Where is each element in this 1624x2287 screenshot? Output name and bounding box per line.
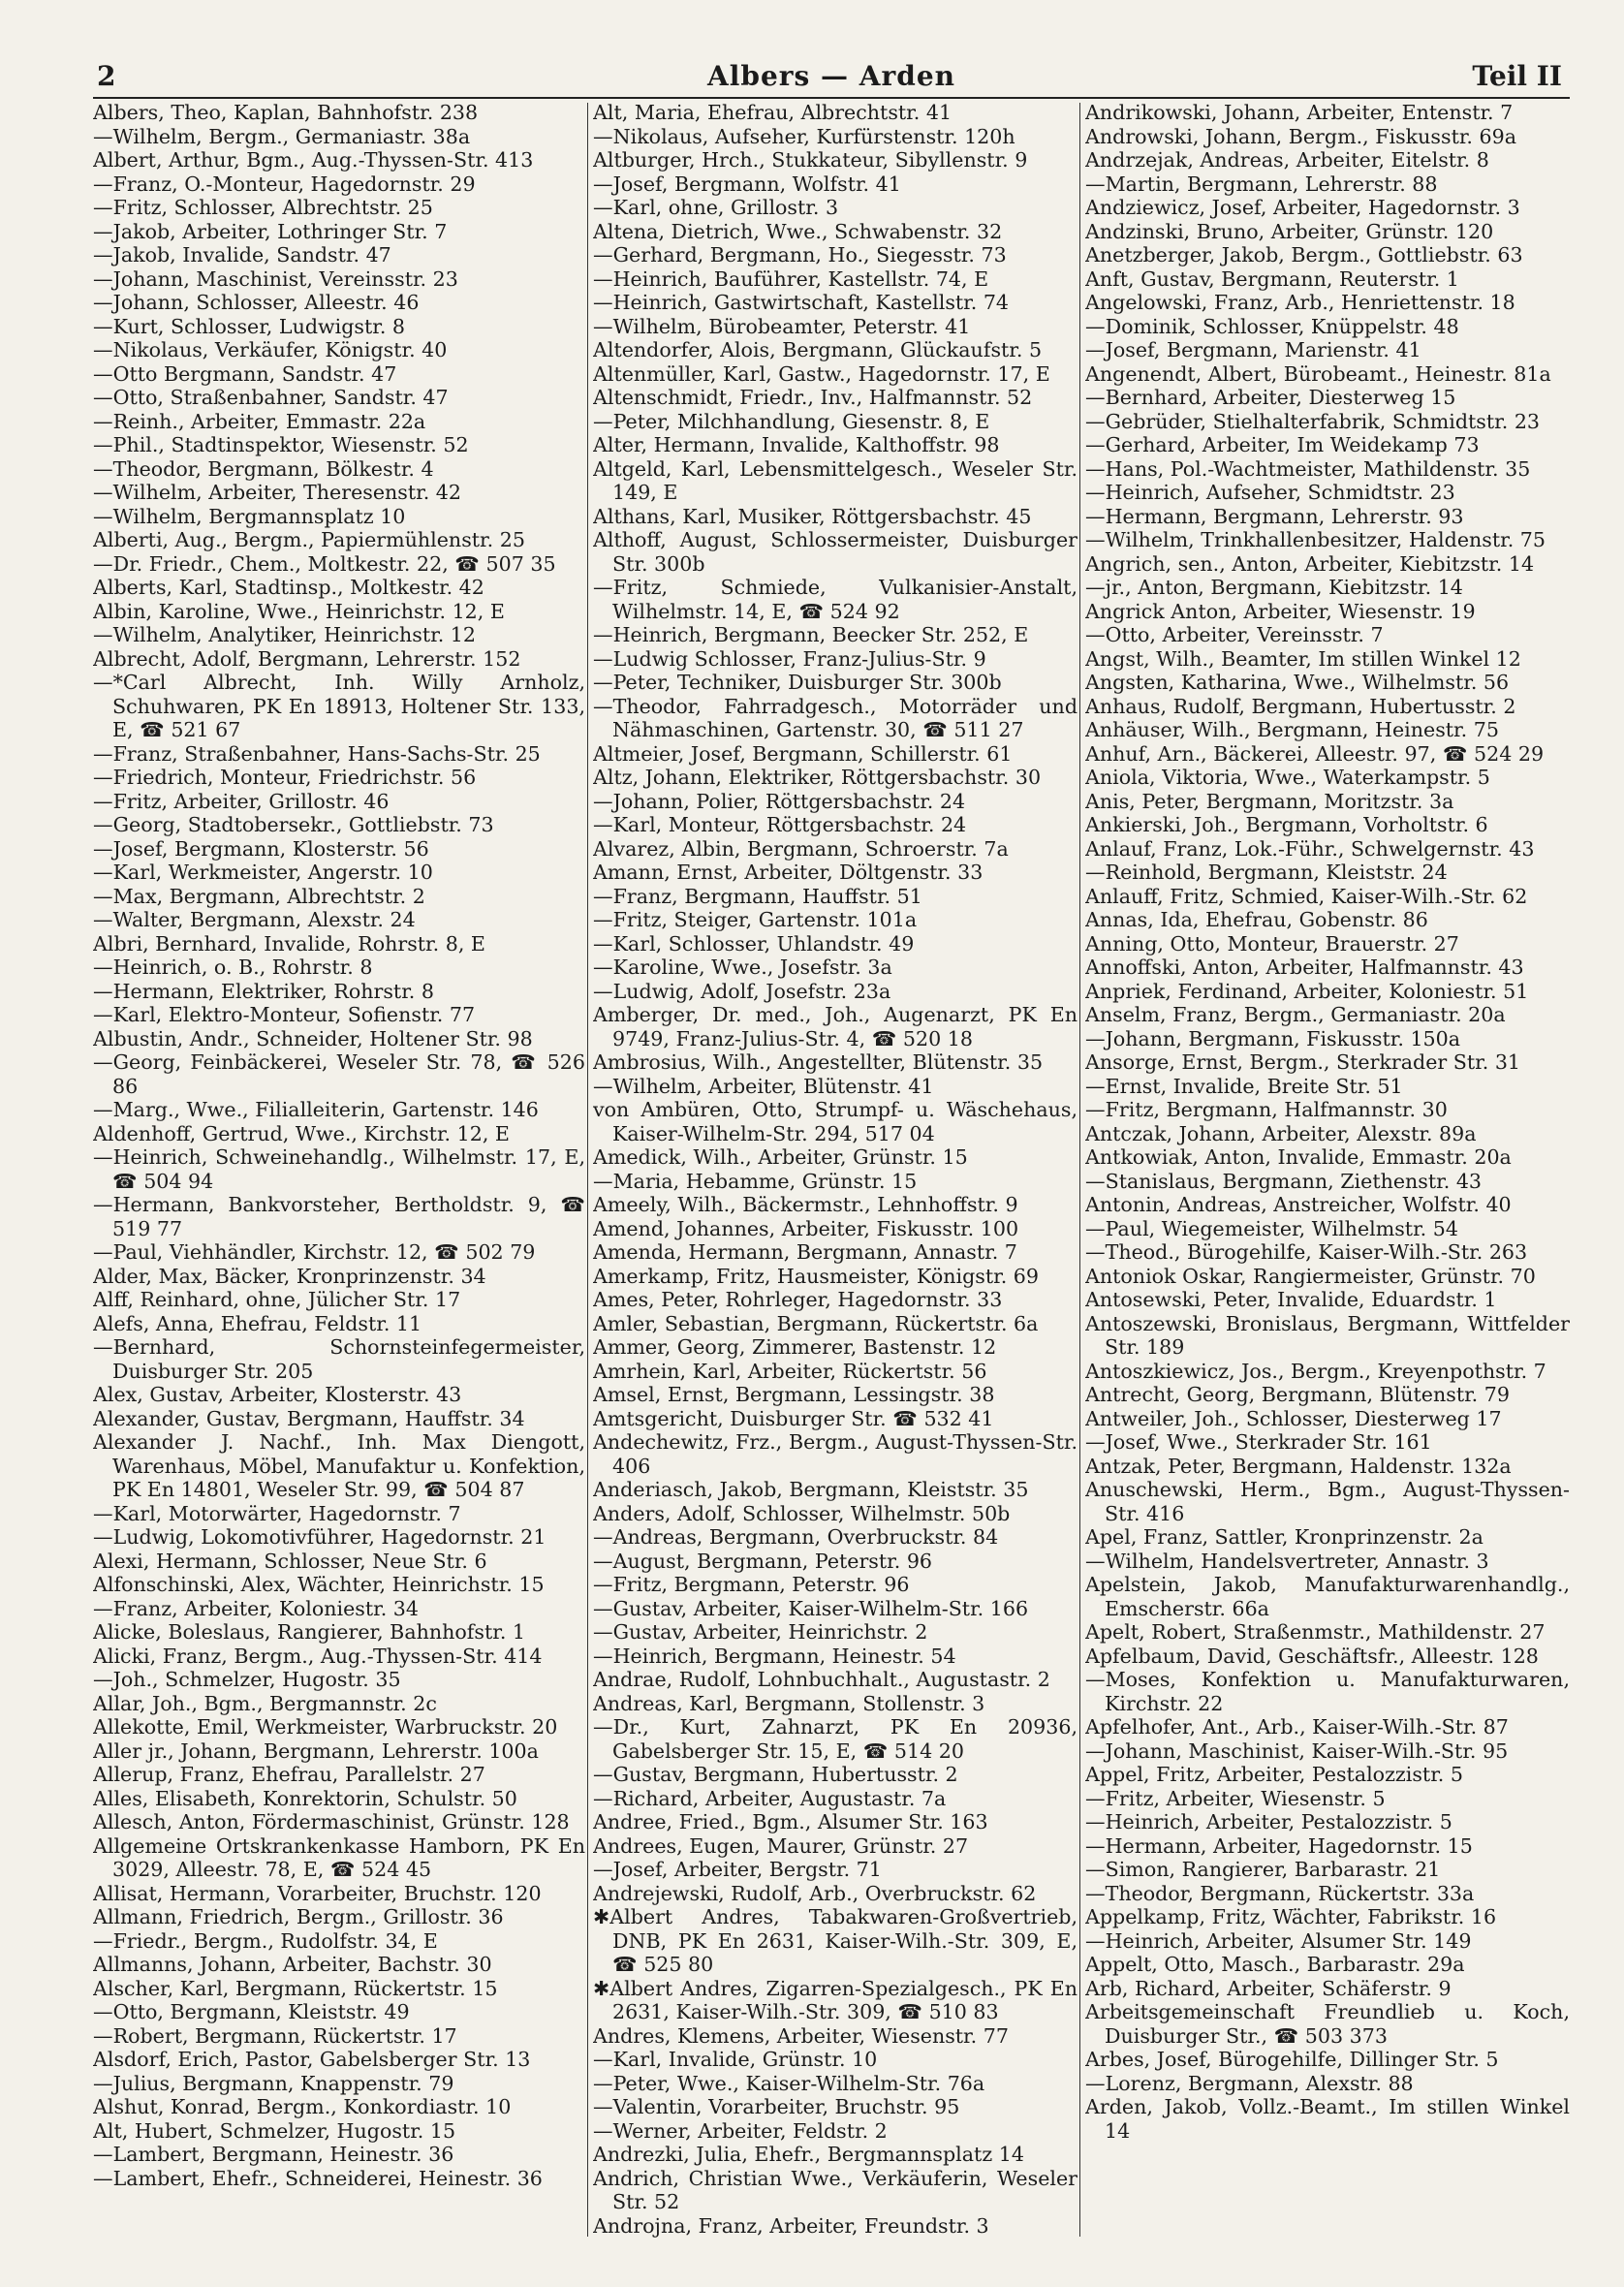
directory-entry: —Marg., Wwe., Filialleiterin, Gartenstr. 146 [93,1098,539,1121]
directory-entry: Amrhein, Karl, Arbeiter, Rückertstr. 56 [593,1359,987,1383]
directory-entry: Anlauff, Fritz, Schmied, Kaiser-Wilh.-Str. 62 [1085,884,1528,908]
directory-entry: —Moses, Konfektion u. Manufakturwaren, Kirchstr. 22 [1085,1668,1570,1715]
directory-columns [93,101,1570,2242]
directory-entry: Andrees, Eugen, Maurer, Grünstr. 27 [593,1833,969,1858]
directory-entry: —Dr. Friedr., Chem., Moltkestr. 22, ☎ 507 35 [93,551,556,576]
directory-entry: —Heinrich, Bauführer, Kastellstr. 74, E [593,266,989,291]
directory-entry: —Gustav, Arbeiter, Heinrichstr. 2 [593,1620,928,1644]
directory-entry: —Franz, Arbeiter, Koloniestr. 34 [93,1596,419,1620]
directory-entry: —Paul, Wiegemeister, Wilhelmstr. 54 [1085,1216,1458,1240]
directory-entry: Apelt, Robert, Straßenmstr., Mathildenstr. 27 [1085,1620,1546,1644]
directory-entry: Alles, Elisabeth, Konrektorin, Schulstr. 50 [93,1786,517,1810]
directory-entry: Arb, Richard, Arbeiter, Schäferstr. 9 [1085,1976,1452,2000]
directory-entry: Andres, Klemens, Arbeiter, Wiesenstr. 77 [593,2023,1009,2048]
directory-entry: Albers, Theo, Kaplan, Bahnhofstr. 238 [93,101,479,124]
directory-entry: —Wilhelm, Arbeiter, Theresenstr. 42 [93,481,461,504]
directory-entry: Anis, Peter, Bergmann, Moritzstr. 3a [1085,789,1454,813]
directory-entry: Amberger, Dr. med., Joh., Augenarzt, PK En 9749, Franz-Julius-Str. 4, ☎ 520 18 [593,1003,1077,1050]
directory-entry: Alt, Maria, Ehefrau, Albrechtstr. 41 [593,101,953,124]
directory-entry: Altmeier, Josef, Bergmann, Schillerstr. 61 [593,741,1013,766]
directory-entry: Aniola, Viktoria, Wwe., Waterkampstr. 5 [1085,766,1490,789]
directory-entry: Angrich, sen., Anton, Arbeiter, Kiebitzstr. 14 [1085,551,1535,576]
page-title: Albers — Arden [707,60,955,92]
directory-entry: Andrzejak, Andreas, Arbeiter, Eitelstr. 8 [1085,148,1489,172]
directory-entry: —Dr., Kurt, Zahnarzt, PK En 20936, Gabelsberger Str. 15, E, ☎ 514 20 [593,1715,1077,1763]
directory-entry: —Andreas, Bergmann, Overbruckstr. 84 [593,1525,999,1549]
directory-entry: —Reinhold, Bergmann, Kleiststr. 24 [1085,861,1448,884]
directory-entry: —Kurt, Schlosser, Ludwigstr. 8 [93,314,406,338]
directory-entry: Antoniok Oskar, Rangiermeister, Grünstr. 70 [1085,1264,1536,1288]
directory-entry: Alexander, Gustav, Bergmann, Hauffstr. 34 [93,1406,525,1430]
directory-entry: —*Carl Albrecht, Inh. Willy Arnholz, Schuhwaren, PK En 18913, Holtener Str. 133, E, ☎ 521 67 [93,671,585,741]
directory-entry: Ameely, Wilh., Bäckermstr., Lehnhoffstr. 9 [593,1193,1018,1216]
directory-entry: Altena, Dietrich, Wwe., Schwabenstr. 32 [593,219,1003,243]
directory-entry: Ambrosius, Wilh., Angestellter, Blütenstr. 35 [593,1050,1044,1074]
directory-entry: Apfelhofer, Ant., Arb., Kaiser-Wilh.-Str. 87 [1085,1715,1509,1739]
directory-entry: Andree, Fried., Bgm., Alsumer Str. 163 [593,1810,988,1833]
directory-entry: Altgeld, Karl, Lebensmittelgesch., Weseler Str. 149, E [593,456,1077,504]
directory-entry: —Theodor, Bergmann, Bölkestr. 4 [93,456,434,481]
directory-entry: Anuschewski, Herm., Bgm., August-Thyssen-Str. 416 [1085,1478,1570,1525]
directory-entry: —Peter, Wwe., Kaiser-Wilhelm-Str. 76a [593,2071,985,2095]
directory-entry: —Phil., Stadtinspektor, Wiesenstr. 52 [93,433,469,456]
directory-entry: Albustin, Andr., Schneider, Holtener Str. 98 [93,1026,533,1050]
directory-entry: —Walter, Bergmann, Alexstr. 24 [93,908,416,931]
directory-entry: Andziewicz, Josef, Arbeiter, Hagedornstr. 3 [1085,196,1520,219]
directory-entry: —Fritz, Arbeiter, Wiesenstr. 5 [1085,1786,1386,1810]
directory-entry: —Heinrich, Gastwirtschaft, Kastellstr. 74 [593,291,1010,314]
directory-entry: Angelowski, Franz, Arb., Henriettenstr. 18 [1085,291,1515,314]
entry-list-3 [1085,101,1570,2143]
directory-entry: —Franz, Bergmann, Hauffstr. 51 [593,884,922,908]
directory-entry: —Gustav, Arbeiter, Kaiser-Wilhelm-Str. 166 [593,1596,1029,1620]
directory-entry: —Karl, Invalide, Grünstr. 10 [593,2048,878,2071]
directory-entry: —Fritz, Bergmann, Halfmannstr. 30 [1085,1098,1448,1121]
directory-entry: Arbes, Josef, Bürogehilfe, Dillinger Str. 5 [1085,2048,1499,2071]
page-number: 2 [97,60,116,92]
directory-entry: Anpriek, Ferdinand, Arbeiter, Koloniestr. 51 [1085,979,1529,1003]
directory-entry: —Fritz, Arbeiter, Grillostr. 46 [93,789,390,813]
part-label: Teil II [1472,60,1562,92]
directory-entry: —Gerhard, Arbeiter, Im Weidekamp 73 [1085,433,1480,456]
directory-entry: Amann, Ernst, Arbeiter, Döltgenstr. 33 [593,861,984,884]
directory-entry: Allekotte, Emil, Werkmeister, Warbruckstr. 20 [93,1715,558,1739]
directory-entry: —Johann, Maschinist, Vereinsstr. 23 [93,266,458,291]
directory-entry: —Wilhelm, Handelsvertreter, Annastr. 3 [1085,1549,1489,1573]
directory-entry: —Franz, O.-Monteur, Hagedornstr. 29 [93,172,476,196]
directory-entry: Anders, Adolf, Schlosser, Wilhelmstr. 50b [593,1501,1011,1525]
directory-entry: —Werner, Arbeiter, Feldstr. 2 [593,2118,888,2143]
directory-entry: Alfonschinski, Alex, Wächter, Heinrichstr. 15 [93,1573,545,1596]
directory-entry: Amerkamp, Fritz, Hausmeister, Königstr. 69 [593,1264,1039,1288]
directory-entry: Alshut, Konrad, Bergm., Konkordiastr. 10 [93,2095,512,2118]
directory-entry: Alberts, Karl, Stadtinsp., Moltkestr. 42 [93,576,484,599]
directory-entry: Aldenhoff, Gertrud, Wwe., Kirchstr. 12, E [93,1121,510,1145]
directory-entry: —Wilhelm, Trinkhallenbesitzer, Haldenstr. 75 [1085,528,1546,551]
directory-entry: —Karl, Monteur, Röttgersbachstr. 24 [593,813,967,836]
directory-entry: —Max, Bergmann, Albrechtstr. 2 [93,884,425,908]
directory-entry: Antoszkiewicz, Jos., Bergm., Kreyenpothstr. 7 [1085,1359,1546,1383]
directory-entry: Anlauf, Franz, Lok.-Führ., Schwelgernstr. 43 [1085,836,1535,861]
directory-entry: Allesch, Anton, Fördermaschinist, Grünstr. 128 [93,1810,570,1833]
directory-entry: Altburger, Hrch., Stukkateur, Sibyllenstr. 9 [593,148,1028,172]
column-1 [93,101,585,2239]
directory-entry: Alvarez, Albin, Bergmann, Schroerstr. 7a [593,836,1009,861]
directory-entry: Amenda, Hermann, Bergmann, Annastr. 7 [593,1240,1017,1264]
directory-entry: Andrejewski, Rudolf, Arb., Overbruckstr. 62 [593,1881,1037,1905]
directory-entry: —Fritz, Schlosser, Albrechtstr. 25 [93,196,433,219]
directory-entry: Angrick Anton, Arbeiter, Wiesenstr. 19 [1085,599,1476,623]
directory-entry: Alter, Hermann, Invalide, Kalthoffstr. 98 [593,433,1000,456]
directory-entry: Alexi, Hermann, Schlosser, Neue Str. 6 [93,1549,487,1573]
directory-entry: Alder, Max, Bäcker, Kronprinzenstr. 34 [93,1264,486,1288]
directory-entry: —Heinrich, Schweinehandlg., Wilhelmstr. 17, E, ☎ 504 94 [93,1145,585,1193]
directory-entry: —Josef, Arbeiter, Bergstr. 71 [593,1858,882,1881]
directory-entry: Ames, Peter, Rohrleger, Hagedornstr. 33 [593,1288,1003,1311]
directory-entry: Arbeitsgemeinschaft Freundlieb u. Koch, Duisburger Str., ☎ 503 373 [1085,2000,1570,2048]
directory-entry: Anning, Otto, Monteur, Brauerstr. 27 [1085,931,1459,956]
directory-entry: ✱Albert Andres, Zigarren-Spezialgesch., PK En 2631, Kaiser-Wilh.-Str. 309, ☎ 510 83 [593,1976,1077,2023]
directory-entry: Amler, Sebastian, Bergmann, Rückertstr. 6a [593,1311,1039,1335]
directory-entry: —Paul, Viehhändler, Kirchstr. 12, ☎ 502 79 [93,1240,536,1264]
directory-entry: —Gerhard, Bergmann, Ho., Siegesstr. 73 [593,243,1007,266]
directory-entry: Antkowiak, Anton, Invalide, Emmastr. 20a [1085,1145,1512,1169]
directory-entry: —Heinrich, Aufseher, Schmidtstr. 23 [1085,481,1455,504]
directory-entry: —Theodor, Bergmann, Rückertstr. 33a [1085,1881,1475,1905]
directory-entry: Andzinski, Bruno, Arbeiter, Grünstr. 120 [1085,219,1494,243]
directory-entry: —Fritz, Steiger, Gartenstr. 101a [593,908,918,931]
directory-entry: —Johann, Bergmann, Fiskusstr. 150a [1085,1026,1461,1050]
directory-entry: Alex, Gustav, Arbeiter, Klosterstr. 43 [93,1383,462,1406]
directory-entry: —Peter, Milchhandlung, Giesenstr. 8, E [593,409,990,433]
directory-entry: —Ludwig Schlosser, Franz-Julius-Str. 9 [593,646,986,671]
directory-entry: Anft, Gustav, Bergmann, Reuterstr. 1 [1085,266,1459,291]
directory-entry: —Dominik, Schlosser, Knüppelstr. 48 [1085,314,1459,338]
directory-entry: von Ambüren, Otto, Strumpf- u. Wäschehaus, Kaiser-Wilhelm-Str. 294, 517 04 [593,1098,1077,1145]
directory-entry: Appelt, Otto, Masch., Barbarastr. 29a [1085,1953,1465,1976]
directory-entry: —Heinrich, Bergmann, Beecker Str. 252, E [593,623,1029,646]
column-2 [593,101,1077,2239]
directory-entry: —Wilhelm, Bergm., Germaniastr. 38a [93,124,471,148]
directory-entry: Antonin, Andreas, Anstreicher, Wolfstr. 40 [1085,1193,1512,1216]
directory-entry: —Robert, Bergmann, Rückertstr. 17 [93,2023,457,2048]
directory-entry: —Theod., Bürogehilfe, Kaiser-Wilh.-Str. 263 [1085,1240,1528,1264]
directory-entry: Appel, Fritz, Arbeiter, Pestalozzistr. 5 [1085,1763,1463,1786]
directory-entry: ✱Albert Andres, Tabakwaren-Großvertrieb, DNB, PK En 2631, Kaiser-Wilh.-Str. 309, E, ☎ 525 80 [593,1905,1077,1976]
directory-entry: —Heinrich, Arbeiter, Alsumer Str. 149 [1085,1928,1472,1953]
directory-entry: —Nikolaus, Verkäufer, Königstr. 40 [93,338,448,361]
directory-entry: Antoszewski, Bronislaus, Bergmann, Wittfelder Str. 189 [1085,1311,1570,1359]
directory-entry: Anhaus, Rudolf, Bergmann, Hubertusstr. 2 [1085,694,1516,718]
directory-entry: —Ludwig, Adolf, Josefstr. 23a [593,979,891,1003]
directory-entry: —Gustav, Bergmann, Hubertusstr. 2 [593,1763,958,1786]
directory-entry: —Reinh., Arbeiter, Emmastr. 22a [93,409,426,433]
directory-entry: —Hermann, Elektriker, Rohrstr. 8 [93,979,434,1003]
directory-entry: —Josef, Wwe., Sterkrader Str. 161 [1085,1430,1432,1454]
directory-entry: Altendorfer, Alois, Bergmann, Glückaufstr. 5 [593,338,1043,361]
directory-entry: Anetzberger, Jakob, Bergm., Gottliebstr. 63 [1085,243,1523,266]
directory-entry: —Hermann, Bankvorsteher, Bertholdstr. 9, ☎ 519 77 [93,1193,585,1240]
directory-entry: Antrecht, Georg, Bergmann, Blütenstr. 79 [1085,1383,1510,1406]
directory-entry: Anhuf, Arn., Bäckerei, Alleestr. 97, ☎ 524 29 [1085,741,1545,766]
directory-entry: —Georg, Feinbäckerei, Weseler Str. 78, ☎ 526 86 [93,1050,585,1098]
directory-entry: —Karl, Schlosser, Uhlandstr. 49 [593,931,915,956]
directory-entry: Albrecht, Adolf, Bergmann, Lehrerstr. 152 [93,646,521,671]
directory-entry: Alefs, Anna, Ehefrau, Feldstr. 11 [93,1311,422,1335]
entry-list-1 [93,101,585,2190]
directory-entry: Amsel, Ernst, Bergmann, Lessingstr. 38 [593,1383,995,1406]
column-divider [1079,103,1080,2237]
directory-entry: Alexander J. Nachf., Inh. Max Diengott, Warenhaus, Möbel, Manufaktur u. Konfektion, PK En 14801, Weseler Str. 99, ☎ 504 87 [93,1430,585,1501]
column-divider [587,103,588,2237]
directory-entry: —Bernhard, Schornsteinfegermeister, Duisburger Str. 205 [93,1335,585,1383]
directory-entry: Alberti, Aug., Bergm., Papiermühlenstr. 25 [93,528,525,551]
directory-entry: —Ludwig, Lokomotivführer, Hagedornstr. 21 [93,1525,547,1549]
directory-entry: Anhäuser, Wilh., Bergmann, Heinestr. 75 [1085,718,1499,741]
directory-entry: —Karl, Werkmeister, Angerstr. 10 [93,861,433,884]
directory-entry: —August, Bergmann, Peterstr. 96 [593,1549,933,1573]
directory-entry: —Wilhelm, Arbeiter, Blütenstr. 41 [593,1074,934,1098]
directory-entry: —Otto, Bergmann, Kleiststr. 49 [93,2000,410,2023]
directory-entry: —Karl, ohne, Grillostr. 3 [593,196,839,219]
directory-entry: Angenendt, Albert, Bürobeamt., Heinestr. 81a [1085,361,1551,386]
directory-entry: Allgemeine Ortskrankenkasse Hamborn, PK En 3029, Alleestr. 78, E, ☎ 524 45 [93,1833,585,1881]
directory-entry: —Valentin, Vorarbeiter, Bruchstr. 95 [593,2095,960,2118]
directory-entry: Andrikowski, Johann, Arbeiter, Entenstr. 7 [1085,101,1514,124]
directory-entry: —Otto Bergmann, Sandstr. 47 [93,361,397,386]
directory-entry: Apfelbaum, David, Geschäftsfr., Alleestr. 128 [1085,1644,1539,1668]
directory-entry: —Georg, Stadtobersekr., Gottliebstr. 73 [93,813,494,836]
directory-entry: Albri, Bernhard, Invalide, Rohrstr. 8, E [93,931,485,956]
directory-entry: —Theodor, Fahrradgesch., Motorräder und Nähmaschinen, Gartenstr. 30, ☎ 511 27 [593,694,1077,741]
directory-entry: —Heinrich, Arbeiter, Pestalozzistr. 5 [1085,1810,1452,1833]
directory-entry: Altenmüller, Karl, Gastw., Hagedornstr. 17, E [593,361,1050,386]
directory-entry: —Simon, Rangierer, Barbarastr. 21 [1085,1858,1441,1881]
directory-entry: —Lorenz, Bergmann, Alexstr. 88 [1085,2071,1414,2095]
directory-entry: —Josef, Bergmann, Marienstr. 41 [1085,338,1421,361]
directory-entry: Allisat, Hermann, Vorarbeiter, Bruchstr. 120 [93,1881,542,1905]
directory-entry: Altenschmidt, Friedr., Inv., Halfmannstr. 52 [593,386,1033,409]
directory-entry: —Lambert, Ehefr., Schneiderei, Heinestr. 36 [93,2166,543,2190]
directory-entry: —Maria, Hebamme, Grünstr. 15 [593,1169,918,1193]
directory-entry: Allmann, Friedrich, Bergm., Grillostr. 36 [93,1905,504,1928]
directory-entry: Andechewitz, Frz., Bergm., August-Thyssen-Str. 406 [593,1430,1077,1478]
directory-entry: —Friedrich, Monteur, Friedrichstr. 56 [93,766,477,789]
directory-entry: —Stanislaus, Bergmann, Ziethenstr. 43 [1085,1169,1483,1193]
directory-entry: —Peter, Techniker, Duisburger Str. 300b [593,671,1002,694]
directory-entry: Apelstein, Jakob, Manufakturwarenhandlg., Emscherstr. 66a [1085,1573,1570,1620]
directory-entry: —Josef, Bergmann, Klosterstr. 56 [93,836,429,861]
directory-entry: —Joh., Schmelzer, Hugostr. 35 [93,1668,401,1691]
directory-entry: —Ernst, Invalide, Breite Str. 51 [1085,1074,1403,1098]
directory-entry: —Josef, Bergmann, Wolfstr. 41 [593,172,901,196]
directory-entry: —Johann, Polier, Röttgersbachstr. 24 [593,789,966,813]
directory-entry: Alicke, Boleslaus, Rangierer, Bahnhofstr. 1 [93,1620,526,1644]
directory-entry: —Heinrich, Bergmann, Heinestr. 54 [593,1644,956,1668]
directory-entry: —Karl, Motorwärter, Hagedornstr. 7 [93,1501,461,1525]
page-header [93,58,1570,99]
directory-entry: Anderiasch, Jakob, Bergmann, Kleiststr. 35 [593,1478,1029,1501]
directory-entry: —Julius, Bergmann, Knappenstr. 79 [93,2071,454,2095]
directory-entry: Andrich, Christian Wwe., Verkäuferin, Weseler Str. 52 [593,2166,1077,2213]
directory-entry: Arden, Jakob, Vollz.-Beamt., Im stillen Winkel 14 [1085,2095,1570,2143]
directory-entry: Alff, Reinhard, ohne, Jülicher Str. 17 [93,1288,461,1311]
directory-entry: —Bernhard, Arbeiter, Diesterweg 15 [1085,386,1456,409]
directory-entry: Altz, Johann, Elektriker, Röttgersbachstr. 30 [593,766,1042,789]
directory-entry: Amedick, Wilh., Arbeiter, Grünstr. 15 [593,1145,968,1169]
directory-entry: Andrezki, Julia, Ehefr., Bergmannsplatz 14 [593,2143,1024,2166]
directory-entry: —Karoline, Wwe., Josefstr. 3a [593,956,892,979]
directory-entry: —Heinrich, o. B., Rohrstr. 8 [93,956,373,979]
directory-entry: Antczak, Johann, Arbeiter, Alexstr. 89a [1085,1121,1477,1145]
directory-entry: Althoff, August, Schlossermeister, Duisburger Str. 300b [593,528,1077,576]
directory-entry: —Wilhelm, Analytiker, Heinrichstr. 12 [93,623,477,646]
directory-entry: Albin, Karoline, Wwe., Heinrichstr. 12, E [93,599,505,623]
directory-entry: Antweiler, Joh., Schlosser, Diesterweg 17 [1085,1406,1502,1430]
directory-entry: —Karl, Elektro-Monteur, Sofienstr. 77 [93,1003,476,1026]
directory-entry: —Hermann, Bergmann, Lehrerstr. 93 [1085,504,1464,528]
directory-entry: Albert, Arthur, Bgm., Aug.-Thyssen-Str. 413 [93,148,534,172]
directory-entry: —Nikolaus, Aufseher, Kurfürstenstr. 120h [593,124,1015,148]
directory-entry: —Richard, Arbeiter, Augustastr. 7a [593,1786,947,1810]
directory-entry: Ammer, Georg, Zimmerer, Bastenstr. 12 [593,1335,997,1359]
directory-entry: —Martin, Bergmann, Lehrerstr. 88 [1085,172,1438,196]
directory-entry: Andreas, Karl, Bergmann, Stollenstr. 3 [593,1691,985,1715]
directory-entry: —Gebrüder, Stielhalterfabrik, Schmidtstr. 23 [1085,409,1541,433]
directory-entry: —Hermann, Arbeiter, Hagedornstr. 15 [1085,1833,1473,1858]
directory-entry: —jr., Anton, Bergmann, Kiebitzstr. 14 [1085,576,1463,599]
directory-entry: Allmanns, Johann, Arbeiter, Bachstr. 30 [93,1953,492,1976]
directory-entry: —Franz, Straßenbahner, Hans-Sachs-Str. 25 [93,741,541,766]
directory-entry: Allerup, Franz, Ehefrau, Parallelstr. 27 [93,1763,485,1786]
directory-entry: Annoffski, Anton, Arbeiter, Halfmannstr. 43 [1085,956,1524,979]
directory-entry: —Lambert, Bergmann, Heinestr. 36 [93,2143,454,2166]
directory-entry: Amtsgericht, Duisburger Str. ☎ 532 41 [593,1406,994,1430]
directory-entry: —Friedr., Bergm., Rudolfstr. 34, E [93,1928,438,1953]
directory-entry: —Johann, Schlosser, Alleestr. 46 [93,291,420,314]
directory-entry: Alicki, Franz, Bergm., Aug.-Thyssen-Str. 414 [93,1644,543,1668]
entry-list-2 [593,101,1077,2238]
column-3 [1085,101,1570,2239]
directory-entry: Androwski, Johann, Bergm., Fiskusstr. 69a [1085,124,1516,148]
directory-entry: Ankierski, Joh., Bergmann, Vorholtstr. 6 [1085,813,1488,836]
directory-entry: —Hans, Pol.-Wachtmeister, Mathildenstr. 35 [1085,456,1531,481]
directory-entry: Andrae, Rudolf, Lohnbuchhalt., Augustastr. 2 [593,1668,1050,1691]
directory-entry: Amend, Johannes, Arbeiter, Fiskusstr. 100 [593,1216,1019,1240]
directory-entry: —Wilhelm, Bürobeamter, Peterstr. 41 [593,314,971,338]
directory-entry: Angst, Wilh., Beamter, Im stillen Winkel 12 [1085,646,1521,671]
directory-entry: —Jakob, Arbeiter, Lothringer Str. 7 [93,219,448,243]
directory-entry: —Wilhelm, Bergmannsplatz 10 [93,504,406,528]
directory-entry: —Jakob, Invalide, Sandstr. 47 [93,243,391,266]
directory-entry: Androjna, Franz, Arbeiter, Freundstr. 3 [593,2213,989,2238]
directory-entry: Alscher, Karl, Bergmann, Rückertstr. 15 [93,1976,498,2000]
directory-entry: Alsdorf, Erich, Pastor, Gabelsberger Str. 13 [93,2048,531,2071]
directory-entry: —Fritz, Bergmann, Peterstr. 96 [593,1573,910,1596]
directory-entry: Allar, Joh., Bgm., Bergmannstr. 2c [93,1691,437,1715]
directory-entry: Appelkamp, Fritz, Wächter, Fabrikstr. 16 [1085,1905,1497,1928]
directory-entry: —Fritz, Schmiede, Vulkanisier-Anstalt, Wilhelmstr. 14, E, ☎ 524 92 [593,576,1077,623]
directory-entry: Apel, Franz, Sattler, Kronprinzenstr. 2a [1085,1525,1483,1549]
directory-entry: Annas, Ida, Ehefrau, Gobenstr. 86 [1085,908,1428,931]
directory-entry: Ansorge, Ernst, Bergm., Sterkrader Str. 31 [1085,1050,1521,1074]
directory-entry: Anselm, Franz, Bergm., Germaniastr. 20a [1085,1003,1506,1026]
directory-entry: Antosewski, Peter, Invalide, Eduardstr. 1 [1085,1288,1497,1311]
directory-entry: Aller jr., Johann, Bergmann, Lehrerstr. 100a [93,1739,539,1763]
directory-entry: Althans, Karl, Musiker, Röttgersbachstr. 45 [593,504,1032,528]
directory-entry: Angsten, Katharina, Wwe., Wilhelmstr. 56 [1085,671,1510,694]
directory-entry: —Otto, Arbeiter, Vereinsstr. 7 [1085,623,1384,646]
directory-entry: Alt, Hubert, Schmelzer, Hugostr. 15 [93,2118,456,2143]
directory-entry: —Otto, Straßenbahner, Sandstr. 47 [93,386,449,409]
directory-entry: Antzak, Peter, Bergmann, Haldenstr. 132a [1085,1454,1512,1478]
directory-entry: —Johann, Maschinist, Kaiser-Wilh.-Str. 95 [1085,1739,1509,1763]
